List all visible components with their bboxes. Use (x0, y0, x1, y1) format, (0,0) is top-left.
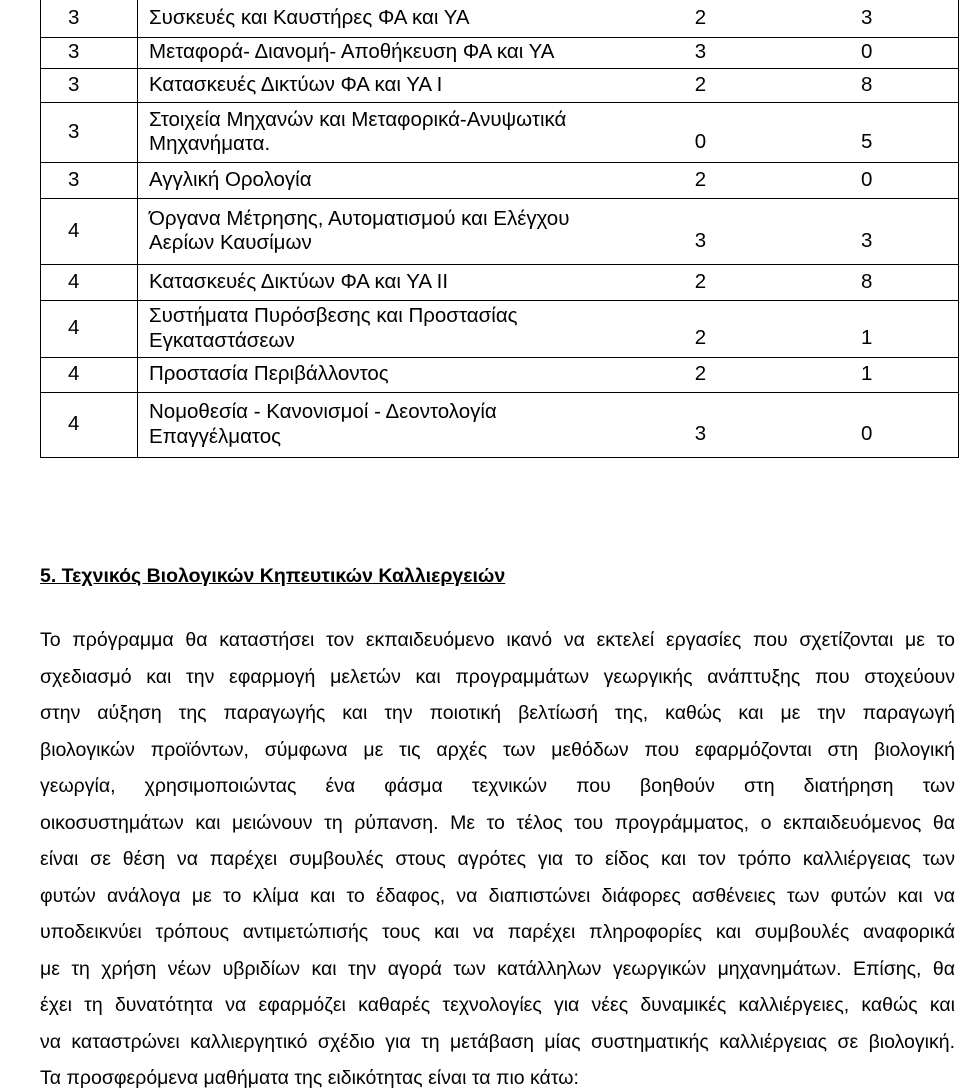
value-cell-a: 2 (626, 0, 776, 37)
number-cell: 3 (41, 37, 138, 68)
paragraph-line: γεωργία, χρησιμοποιώντας ένα φάσμα τεχνικών που βοηθούν στη διατήρηση των (40, 775, 955, 797)
paragraph-line: να καταστρώνει καλλιεργητικό σχέδιο για τη μετάβαση μίας συστηματικής καλλιέργειας σε βιολογική. (40, 1030, 955, 1053)
value-cell-b: 1 (776, 357, 959, 392)
table-row (41, 37, 959, 68)
paragraph-line: έχει τη δυνατότητα να εφαρμόζει καθαρές τεχνολογίες για νέες δυναμικές καλλιέργειες, καθώς και (40, 994, 955, 1016)
value-cell-b: 8 (776, 264, 959, 300)
closing-line: Τα προσφερόμενα μαθήματα της ειδικότητας είναι τα πιο κάτω: (40, 1067, 579, 1089)
course-cell: Συσκευές και Καυστήρες ΦΑ και ΥΑ (138, 0, 626, 37)
course-cell: Κατασκευές Δικτύων ΦΑ και ΥΑ II (138, 264, 626, 300)
table-row (41, 392, 959, 457)
value-cell-b: 0 (776, 162, 959, 198)
paragraph-line: υποδεικνύει τρόπους αντιμετώπισής τους και να παρέχει πληροφορίες και συμβουλές αναφορικά (40, 921, 955, 943)
course-cell: Προστασία Περιβάλλοντος (138, 357, 626, 392)
table-row (41, 162, 959, 198)
value-cell-b: 3 (776, 0, 959, 37)
courses-table (40, 0, 959, 458)
value-cell-b: 1 (776, 300, 959, 357)
number-cell: 3 (41, 68, 138, 102)
paragraph-line: σχεδιασμό και την εφαρμογή μελετών και προγραμμάτων γεωργικής ανάπτυξης που στοχεύουν (40, 665, 955, 688)
course-cell: Συστήματα Πυρόσβεσης και Προστασίας Εγκαταστάσεων (138, 300, 626, 357)
number-cell: 4 (41, 198, 138, 264)
number-cell: 4 (41, 264, 138, 300)
paragraph-line: στην αύξηση της παραγωγής και την ποιοτική βελτίωσή της, καθώς και με την παραγωγή (40, 702, 955, 724)
table-row (41, 300, 959, 357)
value-cell-b: 8 (776, 68, 959, 102)
section-paragraph (40, 622, 955, 1060)
table-row (41, 102, 959, 162)
value-cell-b: 0 (776, 37, 959, 68)
table-row (41, 198, 959, 264)
table-row (41, 0, 959, 37)
number-cell: 3 (41, 102, 138, 162)
value-cell-a: 3 (626, 37, 776, 68)
table-row (41, 68, 959, 102)
course-cell: Όργανα Μέτρησης, Αυτοματισμού και Ελέγχου Αερίων Καυσίμων (138, 198, 626, 264)
table-row (41, 264, 959, 300)
value-cell-a: 2 (626, 264, 776, 300)
number-cell: 3 (41, 162, 138, 198)
paragraph-line: φυτών ανάλογα με το κλίμα και το έδαφος, να διαπιστώνει διάφορες ασθένειες των φυτών και να (40, 884, 955, 907)
course-cell: Κατασκευές Δικτύων ΦΑ και ΥΑ I (138, 68, 626, 102)
value-cell-a: 2 (626, 357, 776, 392)
value-cell-b: 5 (776, 102, 959, 162)
value-cell-a: 2 (626, 162, 776, 198)
paragraph-line: βιολογικών προϊόντων, σύμφωνα με τις αρχές των μεθόδων που εφαρμόζονται στη βιολογική (40, 738, 955, 761)
number-cell: 4 (41, 357, 138, 392)
number-cell: 4 (41, 392, 138, 457)
paragraph-line: Το πρόγραμμα θα καταστήσει τον εκπαιδευόμενο ικανό να εκτελεί εργασίες που σχετίζονται με το (40, 629, 955, 651)
section-heading: 5. Τεχνικός Βιολογικών Κηπευτικών Καλλιεργειών (40, 565, 506, 587)
course-cell: Στοιχεία Μηχανών και Μεταφορικά-Ανυψωτικά Μηχανήματα. (138, 102, 626, 162)
value-cell-a: 3 (626, 392, 776, 457)
course-cell: Νομοθεσία - Κανονισμοί - Δεοντολογία Επαγγέλματος (138, 392, 626, 457)
course-cell: Μεταφορά- Διανομή- Αποθήκευση ΦΑ και ΥΑ (138, 37, 626, 68)
value-cell-a: 3 (626, 198, 776, 264)
paragraph-line: είναι σε θέση να παρέχει συμβουλές στους αγρότες για το είδος και τον τρόπο καλλιέργειας των (40, 848, 955, 870)
number-cell: 3 (41, 0, 138, 37)
value-cell-b: 3 (776, 198, 959, 264)
paragraph-line: οικοσυστημάτων και μειώνουν τη ρύπανση. Με το τέλος του προγράμματος, ο εκπαιδευόμενος θα (40, 811, 955, 834)
paragraph-line: με τη χρήση νέων υβριδίων και την αγορά των κατάλληλων γεωργικών μηχανημάτων. Επίσης, θα (40, 957, 955, 980)
value-cell-b: 0 (776, 392, 959, 457)
value-cell-a: 2 (626, 68, 776, 102)
value-cell-a: 0 (626, 102, 776, 162)
number-cell: 4 (41, 300, 138, 357)
value-cell-a: 2 (626, 300, 776, 357)
table-row (41, 357, 959, 392)
course-cell: Αγγλική Ορολογία (138, 162, 626, 198)
